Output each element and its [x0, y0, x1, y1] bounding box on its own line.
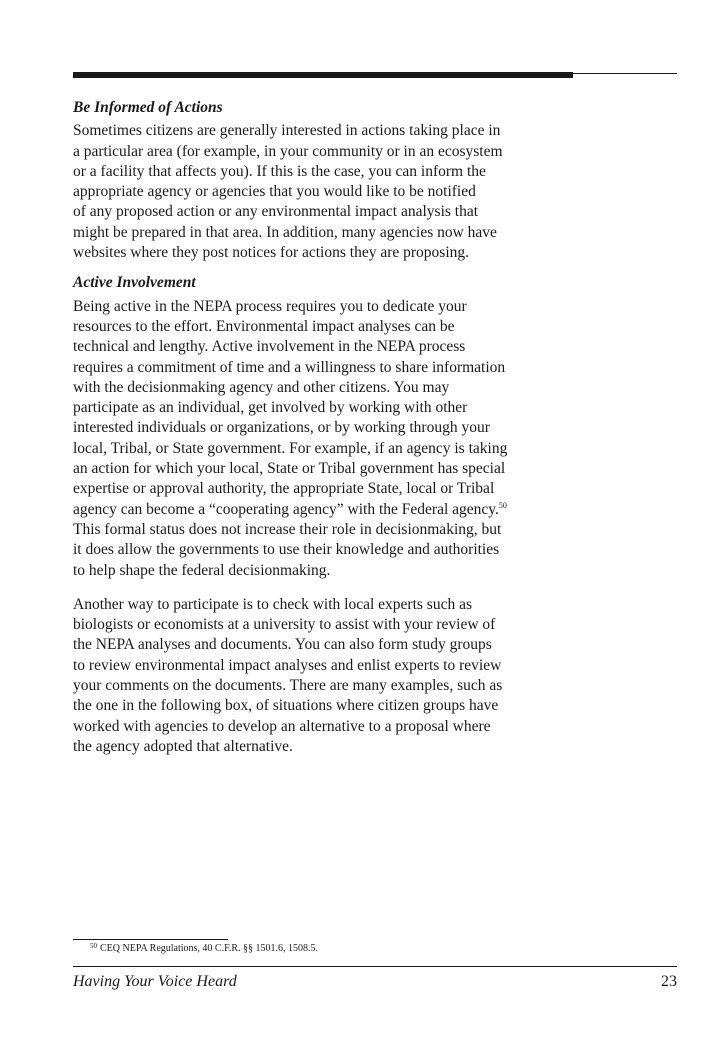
text-line: expertise or approval authority, the appropriate State, local or Tribal	[73, 480, 495, 498]
text-line: agency can become a “cooperating agency” with the Federal agency.	[73, 500, 499, 518]
paragraph-be-informed	[73, 121, 573, 263]
text-line: to help shape the federal decisionmaking.	[73, 561, 331, 579]
text-line: of any proposed action or any environmental impact analysis that	[73, 203, 479, 221]
footnote-number: 50	[90, 942, 97, 950]
text-line: Another way to participate is to check with local experts such as	[73, 595, 472, 613]
footnote	[90, 942, 318, 954]
paragraph-active-involvement-1	[73, 297, 573, 581]
text-line-with-footnote	[73, 500, 573, 520]
main-content	[73, 98, 573, 767]
text-line: appropriate agency or agencies that you would like to be notified	[73, 183, 476, 201]
footnote-rule	[73, 939, 228, 940]
text-line: interested individuals or organizations, or by working through your	[73, 419, 490, 437]
text-line: participate as an individual, get involved by working with other	[73, 399, 468, 417]
text-line: or a facility that affects you). If this is the case, you can inform the	[73, 162, 486, 180]
text-line: to review environmental impact analyses and enlist experts to review	[73, 656, 502, 674]
text-line: local, Tribal, or State government. For example, if an agency is taking	[73, 439, 508, 457]
text-line: the NEPA analyses and documents. You can also form study groups	[73, 636, 492, 654]
text-line: Being active in the NEPA process requires you to dedicate your	[73, 297, 467, 315]
header-rule-thick	[73, 72, 573, 78]
page-number: 23	[661, 973, 677, 990]
text-line: an action for which your local, State or Tribal government has special	[73, 460, 506, 478]
section-heading-active-involvement: Active Involvement	[73, 274, 196, 292]
footer-rule	[73, 966, 677, 967]
paragraph-active-involvement-2	[73, 595, 573, 757]
text-line: This formal status does not increase their role in decisionmaking, but	[73, 520, 502, 538]
text-line: worked with agencies to develop an alternative to a proposal where	[73, 717, 491, 735]
text-line: your comments on the documents. There are many examples, such as	[73, 677, 503, 695]
footnote-reference[interactable]: 50	[498, 500, 507, 510]
text-line: technical and lengthy. Active involvement in the NEPA process	[73, 338, 466, 356]
text-line: requires a commitment of time and a willingness to share information	[73, 358, 506, 376]
text-line: it does allow the governments to use their knowledge and authorities	[73, 541, 500, 559]
footnote-text: CEQ NEPA Regulations, 40 C.F.R. §§ 1501.6, 1508.5.	[100, 943, 319, 954]
text-line: a particular area (for example, in your community or in an ecosystem	[73, 142, 503, 160]
footer-title: Having Your Voice Heard	[73, 973, 237, 990]
header-rule-thin	[573, 73, 677, 74]
text-line: might be prepared in that area. In addition, many agencies now have	[73, 223, 497, 241]
text-line: biologists or economists at a university to assist with your review of	[73, 616, 496, 634]
text-line: Sometimes citizens are generally interested in actions taking place in	[73, 122, 501, 140]
text-line: websites where they post notices for actions they are proposing.	[73, 244, 470, 262]
text-line: with the decisionmaking agency and other citizens. You may	[73, 378, 450, 396]
text-line: the one in the following box, of situations where citizen groups have	[73, 697, 499, 715]
section-heading-be-informed: Be Informed of Actions	[73, 99, 223, 116]
text-line: resources to the effort. Environmental impact analyses can be	[73, 317, 455, 335]
text-line: the agency adopted that alternative.	[73, 737, 293, 755]
